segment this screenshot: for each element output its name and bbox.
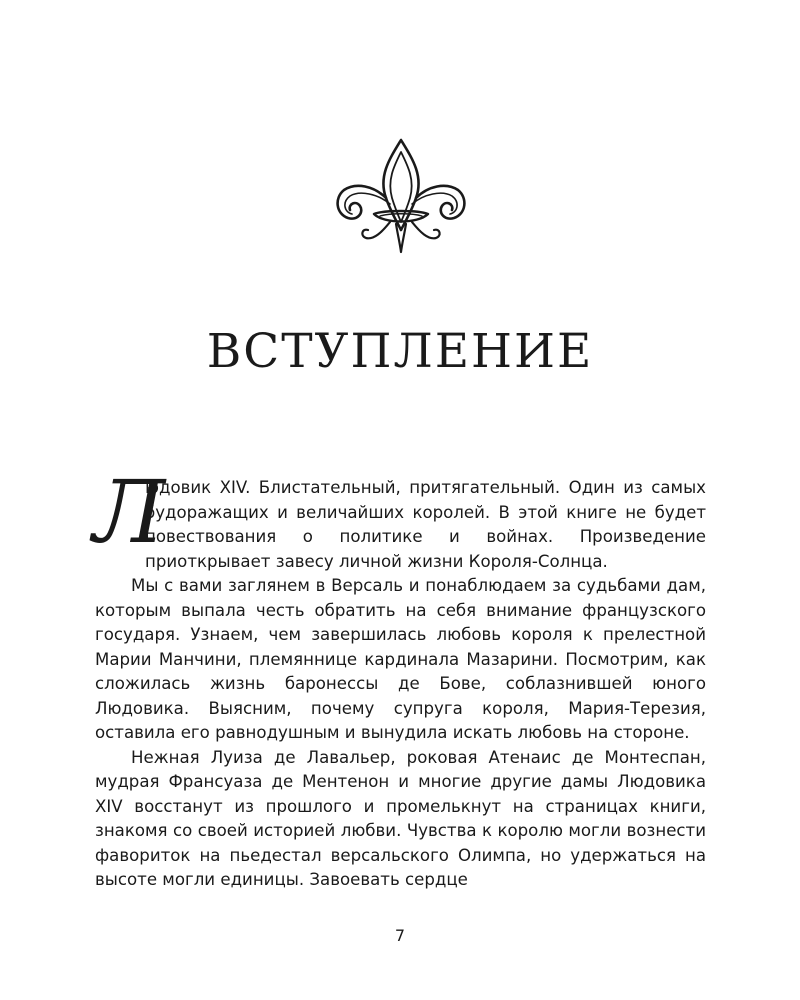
fleur-de-lis-icon [334, 136, 468, 256]
intro-paragraph [93, 463, 706, 574]
paragraph: Мы с вами заглянем в Версаль и понаблюдаем за судьбами дам, которым выпала честь обратить на себя внимание французского государя. Узнаем, чем завершилась любовь короля к прелестной Марии Манчини, племяннице кардинала Мазарини. Посмотрим, как сложилась жизнь баронессы де Бове, соблазнившей юного Людовика. Выясним, почему супруга короля, Мария-Терезия, оставила его равнодушным и вынудила искать любовь на стороне. [95, 576, 706, 742]
page-number: 7 [394, 926, 406, 945]
chapter-title: ВСТУПЛЕНИЕ [206, 324, 594, 379]
body-text [93, 463, 706, 893]
paragraph: Нежная Луиза де Лавальер, роковая Атенаис де Монтеспан, мудрая Франсуаза де Ментенон и многие другие дамы Людовика XIV восстанут из прошлого и промелькнут на страницах книги, знакомя со своей историей любви. Чувства к королю могли вознести фавориток на пьедестал версальского Олимпа, но удержаться на высоте могли единицы. Завоевать сердце [95, 747, 706, 889]
drop-cap: Л [93, 463, 165, 563]
intro-text: юдовик XIV. Блистательный, притягательный. Один из самых будоражащих и величайших королей. В этой книге не будет повествования о политике и войнах. Произведение приоткрывает завесу личной жизни Короля-Солнца. [145, 478, 706, 571]
